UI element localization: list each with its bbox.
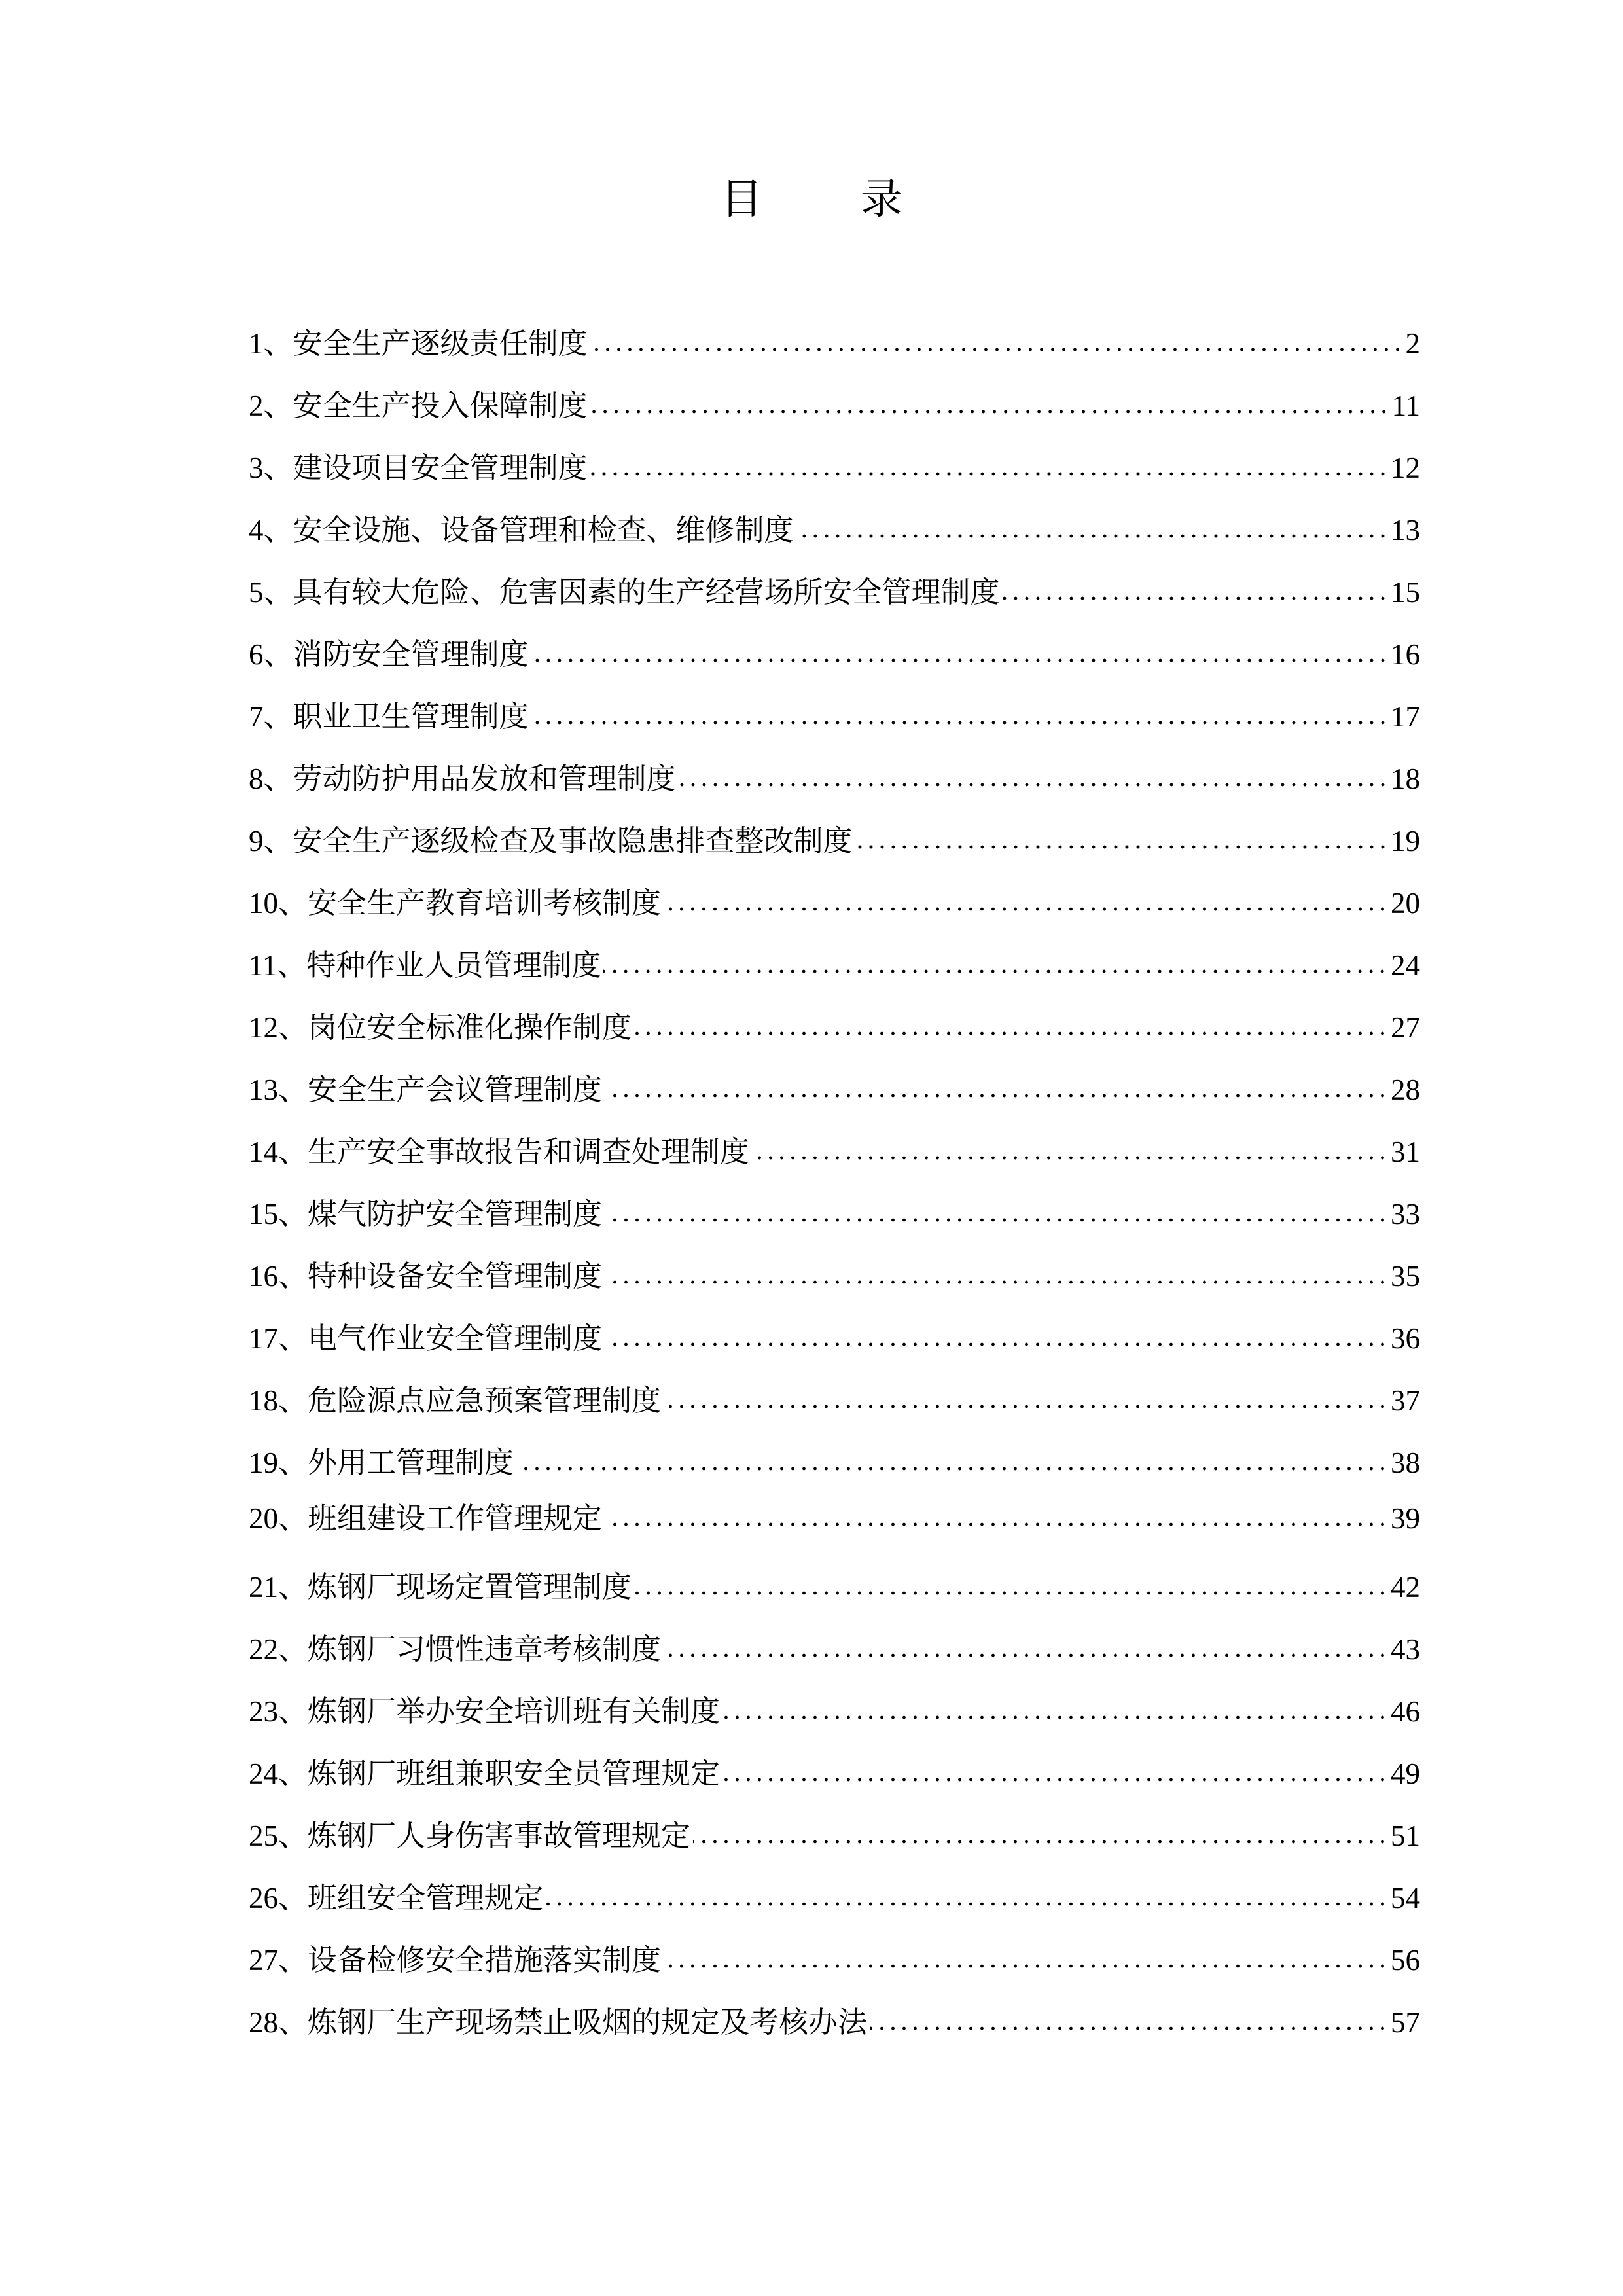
- toc-entry-number: 21、: [249, 1571, 308, 1604]
- toc-entry-title: 炼钢厂举办安全培训班有关制度: [308, 1694, 721, 1729]
- toc-entry[interactable]: [249, 1129, 1420, 1175]
- toc-entry-title: 安全生产投入保障制度: [293, 388, 588, 423]
- toc-entry-title: 建设项目安全管理制度: [293, 450, 588, 485]
- toc-entry-number: 12、: [249, 1011, 308, 1044]
- toc-entry-title: 班组建设工作管理规定: [308, 1501, 603, 1535]
- toc-dot-leader: [605, 1342, 1388, 1347]
- toc-entry[interactable]: [249, 321, 1420, 367]
- toc-entry-title: 班组安全管理规定: [308, 1880, 544, 1915]
- toc-entry-page-number: 35: [1391, 1260, 1420, 1293]
- toc-entry-title: 具有较大危险、危害因素的生产经营场所安全管理制度: [293, 575, 1000, 609]
- toc-entry-title: 设备检修安全措施落实制度: [308, 1943, 662, 1977]
- toc-entry[interactable]: [249, 1253, 1420, 1299]
- toc-entry[interactable]: [249, 1875, 1420, 1921]
- toc-entry-page-number: 2: [1405, 327, 1420, 360]
- toc-entry[interactable]: [249, 756, 1420, 802]
- toc-entry-title: 煤气防护安全管理制度: [308, 1196, 603, 1231]
- toc-entry-number: 24、: [249, 1757, 308, 1790]
- toc-entry-number: 7、: [249, 700, 293, 733]
- toc-entry-title: 炼钢厂班组兼职安全员管理规定: [308, 1756, 721, 1791]
- toc-entry-page-number: 56: [1391, 1944, 1420, 1977]
- toc-entry-number: 5、: [249, 576, 293, 609]
- toc-entry[interactable]: [249, 1378, 1420, 1424]
- toc-entry-title: 消防安全管理制度: [293, 637, 529, 672]
- toc-entry-page-number: 18: [1391, 762, 1420, 795]
- toc-dot-leader: [664, 1964, 1388, 1969]
- toc-entry-number: 17、: [249, 1322, 308, 1355]
- toc-dot-leader: [664, 1653, 1388, 1658]
- toc-entry-number: 27、: [249, 1944, 308, 1977]
- toc-entry-number: 14、: [249, 1136, 308, 1168]
- toc-entry-page-number: 36: [1391, 1322, 1420, 1355]
- toc-dot-leader: [634, 1031, 1388, 1036]
- toc-entry-page-number: 54: [1391, 1882, 1420, 1914]
- toc-dot-leader: [605, 1522, 1388, 1527]
- toc-entry-number: 28、: [249, 2006, 308, 2039]
- toc-entry-number: 18、: [249, 1384, 308, 1417]
- toc-entry-title: 电气作业安全管理制度: [308, 1321, 603, 1355]
- toc-entry[interactable]: [249, 1496, 1420, 1541]
- toc-entry[interactable]: [249, 1813, 1420, 1859]
- toc-entry-title: 安全生产会议管理制度: [308, 1072, 603, 1107]
- toc-entry-page-number: 27: [1391, 1011, 1420, 1044]
- toc-entry-number: 4、: [249, 514, 293, 547]
- toc-dot-leader: [590, 347, 1403, 352]
- toc-dot-leader: [603, 969, 1388, 974]
- toc-dot-leader: [870, 2026, 1388, 2031]
- toc-entry[interactable]: [249, 1005, 1420, 1050]
- toc-entry-number: 13、: [249, 1073, 308, 1106]
- toc-dot-leader: [531, 658, 1388, 663]
- toc-entry-page-number: 12: [1391, 452, 1420, 484]
- toc-dot-leader: [664, 906, 1388, 912]
- toc-dot-leader: [752, 1155, 1388, 1160]
- toc-entry-number: 9、: [249, 825, 293, 857]
- title-char-1: 目: [721, 175, 762, 224]
- toc-entry[interactable]: [249, 1937, 1420, 1983]
- toc-dot-leader: [693, 1839, 1388, 1844]
- title-char-2: 录: [861, 175, 902, 224]
- toc-entry-page-number: 17: [1391, 700, 1420, 733]
- toc-entry-title: 炼钢厂习惯性违章考核制度: [308, 1632, 662, 1666]
- toc-dot-leader: [722, 1777, 1388, 1782]
- toc-entry-page-number: 11: [1391, 389, 1420, 422]
- toc-entry[interactable]: [249, 1689, 1420, 1734]
- toc-dot-leader: [590, 409, 1389, 414]
- toc-entry-page-number: 51: [1391, 1820, 1420, 1852]
- toc-entry-page-number: 43: [1391, 1633, 1420, 1666]
- toc-entry-number: 6、: [249, 638, 293, 671]
- toc-entry-number: 16、: [249, 1260, 308, 1293]
- toc-entry-number: 1、: [249, 327, 293, 360]
- toc-entry[interactable]: [249, 1564, 1420, 1610]
- toc-entry-title: 特种作业人员管理制度: [306, 948, 601, 982]
- toc-dot-leader: [531, 720, 1388, 725]
- toc-entry-title: 外用工管理制度: [308, 1445, 514, 1480]
- toc-entry[interactable]: [249, 1067, 1420, 1113]
- toc-entry-page-number: 37: [1391, 1384, 1420, 1417]
- toc-entry-page-number: 16: [1391, 638, 1420, 671]
- toc-entry-page-number: 15: [1391, 576, 1420, 609]
- toc-entry-number: 2、: [249, 389, 293, 422]
- toc-dot-leader: [796, 533, 1388, 539]
- page-title: [0, 167, 1623, 232]
- toc-dot-leader: [855, 844, 1388, 850]
- toc-entry-page-number: 33: [1391, 1198, 1420, 1230]
- toc-entry-number: 20、: [249, 1502, 308, 1535]
- toc-entry-number: 3、: [249, 452, 293, 484]
- toc-dot-leader: [664, 1404, 1388, 1409]
- toc-entry[interactable]: [249, 694, 1420, 740]
- toc-dot-leader: [605, 1280, 1388, 1285]
- toc-entry-title: 特种设备安全管理制度: [308, 1259, 603, 1293]
- toc-entry-number: 11、: [249, 949, 307, 982]
- toc-entry[interactable]: [249, 880, 1420, 926]
- toc-entry-number: 8、: [249, 762, 293, 795]
- toc-entry[interactable]: [249, 383, 1420, 429]
- toc-entry[interactable]: [249, 942, 1420, 988]
- toc-entry-page-number: 39: [1391, 1502, 1420, 1535]
- toc-entry[interactable]: [249, 569, 1420, 615]
- toc-entry[interactable]: [249, 445, 1420, 491]
- toc-entry[interactable]: [249, 1626, 1420, 1672]
- toc-dot-leader: [546, 1901, 1388, 1907]
- toc-entry-number: 15、: [249, 1198, 308, 1230]
- toc-entry-title: 职业卫生管理制度: [293, 699, 529, 734]
- toc-entry[interactable]: [249, 632, 1420, 677]
- toc-entry-title: 岗位安全标准化操作制度: [308, 1010, 632, 1045]
- toc-dot-leader: [679, 782, 1388, 787]
- toc-entry-title: 生产安全事故报告和调查处理制度: [308, 1134, 750, 1169]
- toc-entry[interactable]: [249, 2000, 1420, 2045]
- toc-entry[interactable]: [249, 818, 1420, 864]
- toc-entry-page-number: 24: [1391, 949, 1420, 982]
- toc-entry-title: 安全设施、设备管理和检查、维修制度: [293, 512, 794, 547]
- toc-entry-page-number: 20: [1391, 887, 1420, 920]
- toc-dot-leader: [634, 1590, 1388, 1596]
- toc-entry-page-number: 28: [1391, 1073, 1420, 1106]
- toc-dot-leader: [722, 1715, 1388, 1720]
- toc-entry-page-number: 13: [1391, 514, 1420, 547]
- toc-entry-page-number: 42: [1391, 1571, 1420, 1604]
- toc-entry-number: 10、: [249, 887, 308, 920]
- toc-entry[interactable]: [249, 507, 1420, 553]
- toc-entry-number: 19、: [249, 1446, 308, 1479]
- toc-entry-number: 23、: [249, 1695, 308, 1728]
- toc-entry-title: 劳动防护用品发放和管理制度: [293, 761, 676, 796]
- toc-dot-leader: [516, 1466, 1388, 1471]
- toc-entry-title: 安全生产逐级责任制度: [293, 326, 588, 361]
- toc-entry-page-number: 46: [1391, 1695, 1420, 1728]
- toc-entry[interactable]: [249, 1751, 1420, 1797]
- toc-entry-title: 安全生产逐级检查及事故隐患排查整改制度: [293, 823, 853, 858]
- toc-entry-number: 25、: [249, 1820, 308, 1852]
- toc-dot-leader: [590, 471, 1388, 476]
- toc-entry-number: 22、: [249, 1633, 308, 1666]
- toc-entry-title: 炼钢厂人身伤害事故管理规定: [308, 1818, 691, 1853]
- toc-dot-leader: [1003, 596, 1388, 601]
- toc-dot-leader: [605, 1217, 1388, 1223]
- toc-entry[interactable]: [249, 1316, 1420, 1361]
- toc-entry-number: 26、: [249, 1882, 308, 1914]
- toc-entry-page-number: 38: [1391, 1446, 1420, 1479]
- toc-entry-title: 危险源点应急预案管理制度: [308, 1383, 662, 1418]
- toc-dot-leader: [605, 1093, 1388, 1098]
- toc-entry[interactable]: [249, 1440, 1420, 1486]
- toc-entry-page-number: 49: [1391, 1757, 1420, 1790]
- toc-entry-page-number: 57: [1391, 2006, 1420, 2039]
- toc-entry-title: 安全生产教育培训考核制度: [308, 886, 662, 920]
- toc-entry-title: 炼钢厂生产现场禁止吸烟的规定及考核办法: [308, 2005, 868, 2039]
- toc-entry-page-number: 19: [1391, 825, 1420, 857]
- toc-entry-title: 炼钢厂现场定置管理制度: [308, 1570, 632, 1604]
- toc-entry-page-number: 31: [1391, 1136, 1420, 1168]
- toc-entry[interactable]: [249, 1191, 1420, 1237]
